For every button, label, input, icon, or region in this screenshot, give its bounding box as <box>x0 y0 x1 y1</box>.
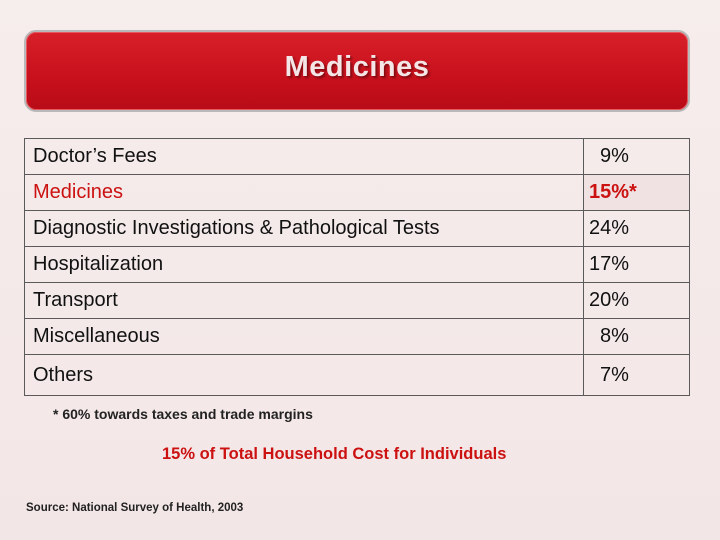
banner-title: Medicines <box>284 50 430 83</box>
row-label: Diagnostic Investigations & Pathological Tests <box>25 211 584 247</box>
row-label: Miscellaneous <box>25 319 584 355</box>
table-row-highlighted <box>25 175 690 211</box>
title-banner <box>24 30 690 112</box>
row-value: 17% <box>585 247 690 283</box>
row-value: 15%* <box>585 175 690 211</box>
footnote: * 60% towards taxes and trade margins <box>53 406 313 422</box>
row-label: Doctor’s Fees <box>25 139 584 175</box>
table-row <box>25 355 690 396</box>
row-value: 9% <box>585 139 690 175</box>
source-citation: Source: National Survey of Health, 2003 <box>26 502 244 514</box>
row-value: 24% <box>585 211 690 247</box>
row-label: Others <box>25 355 584 396</box>
table-row <box>25 283 690 319</box>
row-value: 7% <box>585 355 690 396</box>
row-label: Medicines <box>25 175 584 211</box>
cost-table <box>24 138 690 396</box>
summary-text: 15% of Total Household Cost for Individuals <box>162 445 507 463</box>
row-label: Hospitalization <box>25 247 584 283</box>
table-row <box>25 139 690 175</box>
row-label: Transport <box>25 283 584 319</box>
row-value: 8% <box>585 319 690 355</box>
table-row <box>25 247 690 283</box>
table-row <box>25 319 690 355</box>
row-value: 20% <box>585 283 690 319</box>
table-row <box>25 211 690 247</box>
